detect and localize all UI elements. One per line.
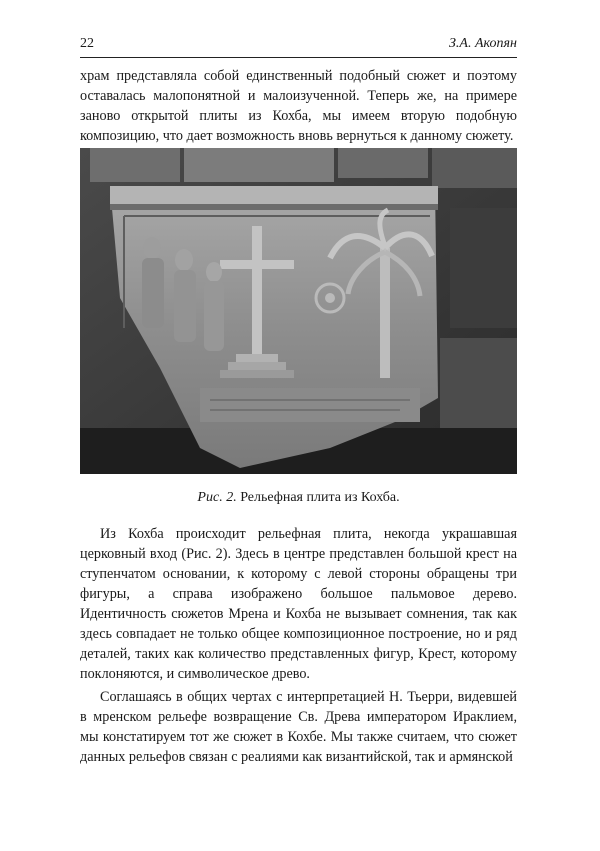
paragraph-3: Соглашаясь в общих чертах с интерпретацией Н. Тьерри, видевшей в мренском рельефе возвращение Св. Древа императором Ираклием, мы констатируем тот же сюжет в Кохбе. Мы также считаем, что сюжет данных рельефов связан с реалиями как византийской, так и армянской bbox=[80, 689, 517, 765]
paragraph-1: храм представляла собой единственный подобный сюжет и поэтому оставалась малопонятной и малоизученной. Теперь же, на примере заново открытой плиты из Кохба, мы имеем вторую подобную композицию, что дает возможность вновь вернуться к данному сюжету. bbox=[80, 68, 517, 144]
relief-photo bbox=[80, 148, 517, 474]
paragraph-2: Из Кохба происходит рельефная плита, некогда украшавшая церковный вход (Рис. 2). Здесь в центре представлен большой крест на ступенчатом основании, к которому с левой стороны обращены три фигуры, а справа изображено большое пальмовое дерево. Идентичность сюжетов Мрена и Кохба не вызывает сомнения, так как здесь совпадает не только общее композиционное построение, но и ряд деталей, таких как количество представленных фигур, Крест, которому поклоняются, и символическое древо. bbox=[80, 526, 517, 682]
figure-caption-label: Рис. 2. bbox=[197, 490, 237, 505]
running-head: З.А. Акопян bbox=[448, 36, 517, 51]
header-rule bbox=[80, 57, 517, 58]
figure-caption bbox=[80, 490, 517, 506]
page-header bbox=[80, 36, 517, 56]
figure-caption-text: Рельефная плита из Кохба. bbox=[236, 490, 400, 505]
page-number: 22 bbox=[80, 36, 94, 51]
relief-photo-image bbox=[80, 148, 517, 474]
